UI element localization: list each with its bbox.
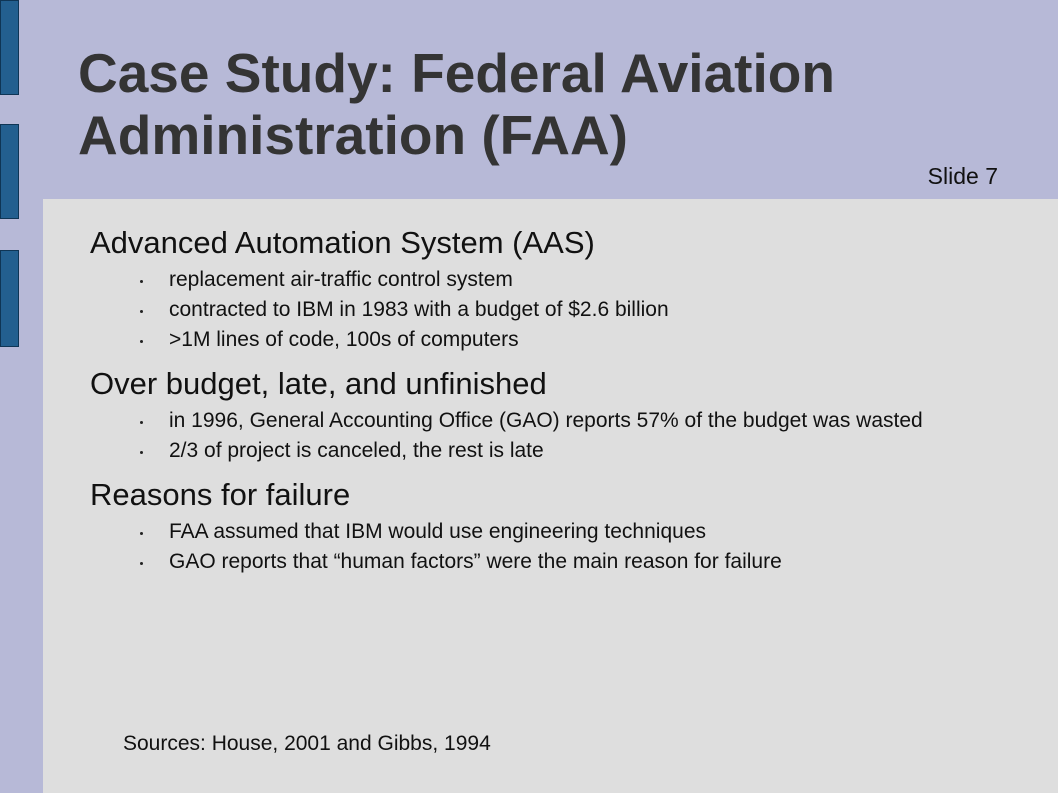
bullet-dot-icon — [140, 310, 143, 313]
bullet-dot-icon — [140, 421, 143, 424]
decorative-bar — [0, 250, 19, 347]
slide-number: Slide 7 — [927, 163, 998, 189]
bullet-list — [90, 407, 1010, 464]
section-list — [90, 224, 1010, 587]
bullet-item — [90, 266, 1010, 293]
bullet-dot-icon — [140, 532, 143, 535]
section-heading: Over budget, late, and unfinished — [90, 366, 547, 401]
slide-title: Case Study: Federal Aviation Administration (FAA) — [78, 42, 835, 166]
bullet-dot-icon — [140, 451, 143, 454]
bullet-text: contracted to IBM in 1983 with a budget of $2.6 billion — [169, 298, 669, 321]
section-over-budget — [90, 365, 1010, 464]
bullet-item — [90, 326, 1010, 353]
bullet-dot-icon — [140, 340, 143, 343]
bullet-item — [90, 548, 1010, 575]
bullet-text: replacement air-traffic control system — [169, 268, 513, 291]
sources-note: Sources: House, 2001 and Gibbs, 1994 — [123, 732, 491, 755]
bullet-item — [90, 407, 1010, 434]
bullet-text: 2/3 of project is canceled, the rest is late — [169, 439, 544, 462]
bullet-text: >1M lines of code, 100s of computers — [169, 328, 519, 351]
bullet-text: in 1996, General Accounting Office (GAO) reports 57% of the budget was wasted — [169, 409, 923, 432]
bullet-item — [90, 437, 1010, 464]
bullet-item — [90, 518, 1010, 545]
bullet-list — [90, 518, 1010, 575]
bullet-list — [90, 266, 1010, 353]
bullet-dot-icon — [140, 562, 143, 565]
content-area — [43, 199, 1058, 793]
bullet-text: GAO reports that “human factors” were the main reason for failure — [169, 550, 782, 573]
decorative-bar — [0, 0, 19, 95]
decorative-bar — [0, 124, 19, 219]
bullet-item — [90, 296, 1010, 323]
bullet-dot-icon — [140, 280, 143, 283]
bullet-text: FAA assumed that IBM would use engineering techniques — [169, 520, 706, 543]
section-reasons — [90, 476, 1010, 575]
section-heading: Reasons for failure — [90, 477, 351, 512]
section-heading: Advanced Automation System (AAS) — [90, 225, 595, 260]
section-aas — [90, 224, 1010, 353]
